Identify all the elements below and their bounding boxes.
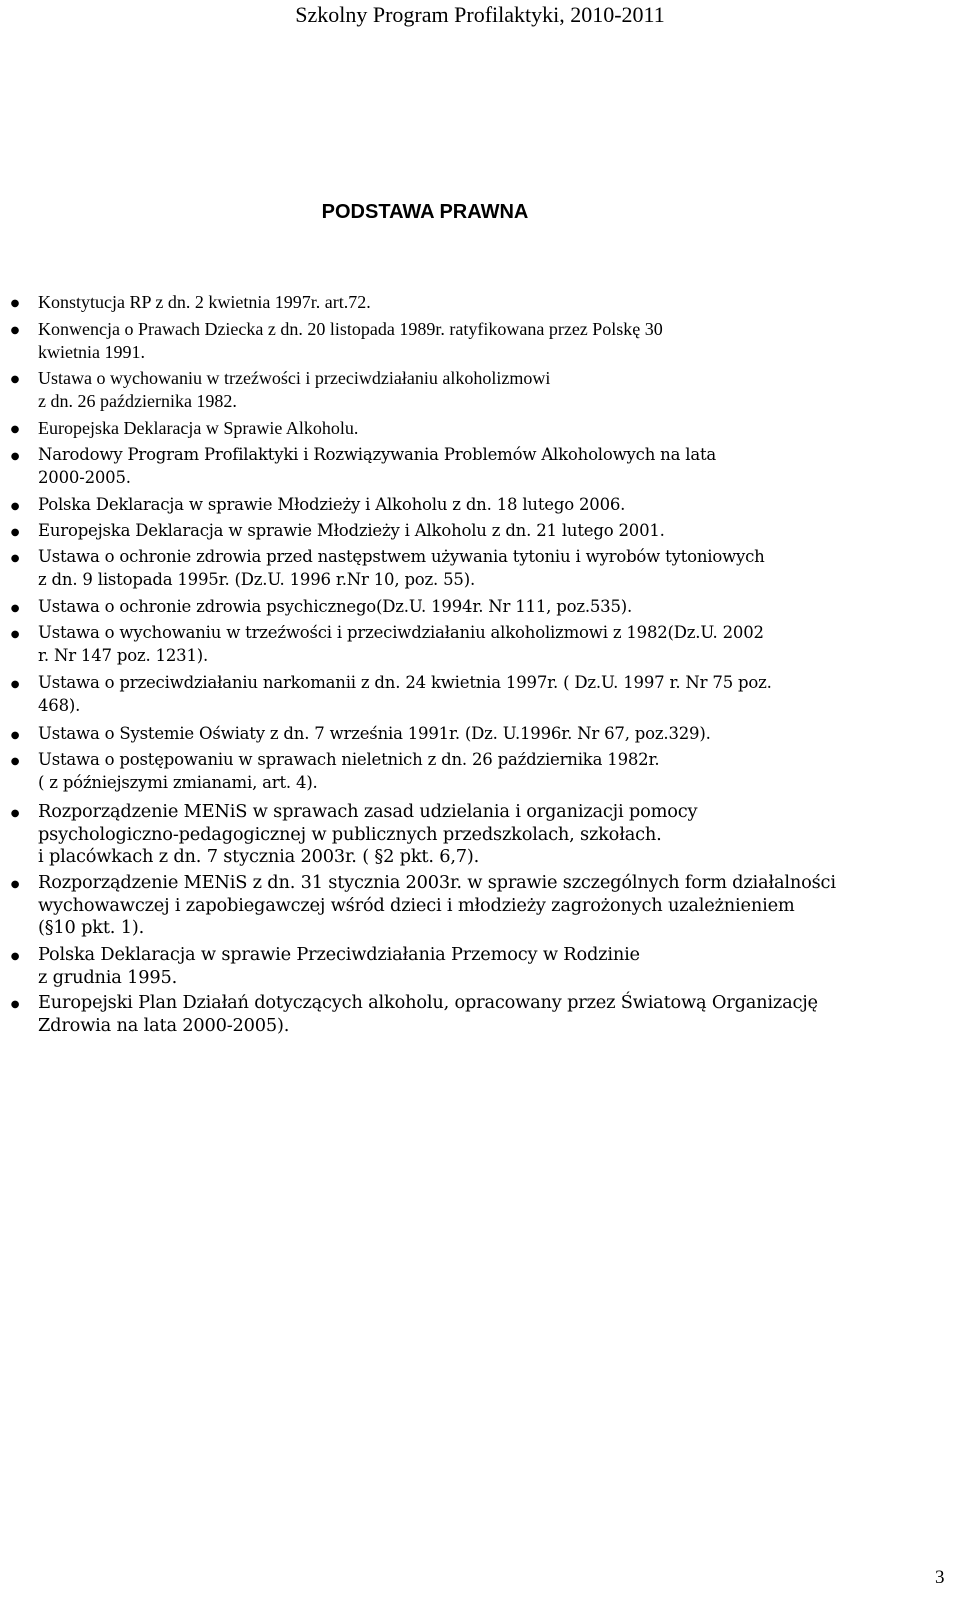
bullet-icon: ● xyxy=(10,424,20,435)
list-item xyxy=(10,444,943,489)
list-item-text: Ustawa o przeciwdziałaniu narkomanii z dn. 24 kwietnia 1997r. ( Dz.U. 1997 r. Nr 75 poz. xyxy=(38,673,772,692)
bullet-icon: ● xyxy=(10,879,20,890)
list-item-text: z dn. 9 listopada 1995r. (Dz.U. 1996 r.Nr 10, poz. 55). xyxy=(38,569,475,589)
bullet-icon: ● xyxy=(10,374,20,385)
bullet-icon: ● xyxy=(10,501,20,512)
bullet-icon: ● xyxy=(10,629,20,640)
list-item-text: Narodowy Program Profilaktyki i Rozwiązywania Problemów Alkoholowych na lata xyxy=(38,445,717,464)
page-title: PODSTAWA PRAWNA xyxy=(321,201,529,223)
list-item-text: r. Nr 147 poz. 1231). xyxy=(38,645,209,665)
list-item-text: Europejska Deklaracja w sprawie Młodzieży i Alkoholu z dn. 21 lutego 2001. xyxy=(38,521,665,540)
list-item xyxy=(10,872,943,940)
list-item-text: wychowawczej i zapobiegawczej wśród dzieci i młodzieży zagrożonych uzależnieniem xyxy=(38,894,795,916)
list-item-text: z grudnia 1995. xyxy=(38,966,178,988)
bullet-icon: ● xyxy=(10,325,20,336)
bullet-icon: ● xyxy=(10,298,20,309)
list-item-text: Rozporządzenie MENiS w sprawach zasad udzielania i organizacji pomocy xyxy=(38,801,698,822)
bullet-icon: ● xyxy=(10,527,20,538)
list-item-text: i placówkach z dn. 7 stycznia 2003r. ( §2 pkt. 6,7). xyxy=(38,846,480,867)
page-header: Szkolny Program Profilaktyki, 2010-2011 xyxy=(295,2,665,27)
list-item xyxy=(10,291,943,314)
list-item xyxy=(10,801,943,869)
list-item-text: Konwencja o Prawach Dziecka z dn. 20 listopada 1989r. ratyfikowana przez Polskę 30 xyxy=(38,319,663,339)
list-item-text: Ustawa o postępowaniu w sprawach nieletnich z dn. 26 października 1982r. xyxy=(38,750,660,769)
bullet-icon: ● xyxy=(10,808,20,819)
list-item-text: psychologiczno-pedagogicznej w publicznych przedszkolach, szkołach. xyxy=(38,823,662,845)
list-item-text: Ustawa o wychowaniu w trzeźwości i przeciwdziałaniu alkoholizmowi z 1982(Dz.U. 2002 xyxy=(38,623,764,642)
list-item xyxy=(10,546,943,591)
list-item-text: z dn. 26 października 1982. xyxy=(38,390,237,411)
list-item xyxy=(10,992,943,1037)
list-item xyxy=(10,367,943,412)
list-item-text: Ustawa o wychowaniu w trzeźwości i przeciwdziałaniu alkoholizmowi xyxy=(38,368,551,388)
list-item xyxy=(10,672,943,717)
list-item-text: Europejska Deklaracja w Sprawie Alkoholu. xyxy=(38,418,359,438)
list-item-text: Europejski Plan Działań dotyczących alkoholu, opracowany przez Światową Organizację xyxy=(38,992,818,1013)
list-item xyxy=(10,417,943,440)
list-item-text: Ustawa o Systemie Oświaty z dn. 7 września 1991r. (Dz. U.1996r. Nr 67, poz.329). xyxy=(38,724,711,743)
list-item xyxy=(10,723,943,746)
list-item-text: Ustawa o ochronie zdrowia psychicznego(Dz.U. 1994r. Nr 111, poz.535). xyxy=(38,597,633,616)
list-item-text: Ustawa o ochronie zdrowia przed następstwem używania tytoniu i wyrobów tytoniowych xyxy=(38,547,765,566)
list-item-text: Polska Deklaracja w sprawie Młodzieży i Alkoholu z dn. 18 lutego 2006. xyxy=(38,495,626,514)
list-item xyxy=(10,596,943,619)
list-item-text: ( z późniejszymi zmianami, art. 4). xyxy=(38,772,318,792)
list-item xyxy=(10,622,943,667)
page-number: 3 xyxy=(935,1567,945,1588)
bullet-icon: ● xyxy=(10,679,20,690)
list-item-text: Polska Deklaracja w sprawie Przeciwdziałania Przemocy w Rodzinie xyxy=(38,944,640,965)
list-item-text: 468). xyxy=(38,695,81,715)
list-item-text: kwietnia 1991. xyxy=(38,341,145,362)
list-item xyxy=(10,318,943,363)
bullet-icon: ● xyxy=(10,603,20,614)
list-item-text: Rozporządzenie MENiS z dn. 31 stycznia 2003r. w sprawie szczególnych form działalności xyxy=(38,872,836,893)
list-item xyxy=(10,944,943,989)
list-item-text: Zdrowia na lata 2000-2005). xyxy=(38,1014,290,1036)
bullet-icon: ● xyxy=(10,951,20,962)
bullet-icon: ● xyxy=(10,451,20,462)
bullet-icon: ● xyxy=(10,999,20,1010)
bullet-icon: ● xyxy=(10,756,20,767)
bullet-icon: ● xyxy=(10,730,20,741)
list-item xyxy=(10,749,943,794)
list-item xyxy=(10,520,943,543)
list-item-text: (§10 pkt. 1). xyxy=(38,917,145,938)
list-item-text: 2000-2005. xyxy=(38,467,131,487)
list-item xyxy=(10,494,943,517)
list-item-text: Konstytucja RP z dn. 2 kwietnia 1997r. art.72. xyxy=(38,292,371,312)
bullet-icon: ● xyxy=(10,553,20,564)
